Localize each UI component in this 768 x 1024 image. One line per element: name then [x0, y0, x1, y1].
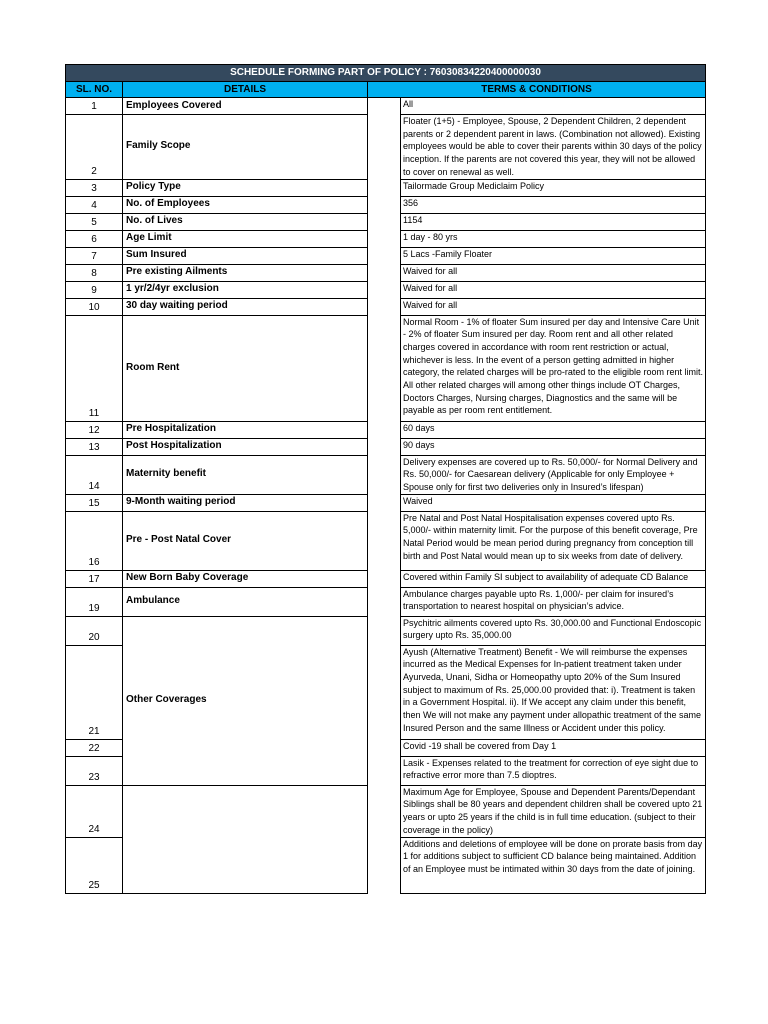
sl-no-cell: 17	[66, 570, 123, 587]
details-cell	[123, 785, 368, 893]
table-row	[66, 98, 706, 115]
details-cell: Age Limit	[123, 230, 368, 247]
sl-no-cell: 12	[66, 421, 123, 438]
details-cell: Other Coverages	[123, 616, 368, 785]
table-row	[66, 438, 706, 455]
table-row	[66, 455, 706, 494]
spacer-cell	[368, 785, 401, 837]
spacer-cell	[368, 494, 401, 511]
spacer-cell	[368, 98, 401, 115]
schedule-title: SCHEDULE FORMING PART OF POLICY : 76030834220400000030	[66, 65, 706, 82]
spacer-cell	[368, 196, 401, 213]
spacer-cell	[368, 213, 401, 230]
sl-no-cell: 9	[66, 281, 123, 298]
spacer-cell	[368, 179, 401, 196]
sl-no-cell: 21	[66, 645, 123, 739]
table-row	[66, 298, 706, 315]
sl-no-cell: 22	[66, 739, 123, 756]
details-cell: No. of Employees	[123, 196, 368, 213]
terms-cell: Delivery expenses are covered up to Rs. 50,000/- for Normal Delivery and Rs. 50,000/- for Caesarean delivery (Applicable for only Employee + Spouse only for first two deliveries only in Insured’s lifespan)	[401, 455, 706, 494]
details-cell: Sum Insured	[123, 247, 368, 264]
sl-no-cell: 4	[66, 196, 123, 213]
table-row	[66, 281, 706, 298]
sl-no-cell: 15	[66, 494, 123, 511]
table-row	[66, 494, 706, 511]
terms-cell: Lasik - Expenses related to the treatment for correction of eye sight due to refractive error more than 7.5 dioptres.	[401, 756, 706, 785]
header-row	[66, 82, 706, 98]
table-row	[66, 587, 706, 616]
table-row	[66, 785, 706, 837]
table-row	[66, 421, 706, 438]
spacer-cell	[368, 645, 401, 739]
terms-cell: 1 day - 80 yrs	[401, 230, 706, 247]
sl-no-cell: 8	[66, 264, 123, 281]
terms-cell: 356	[401, 196, 706, 213]
sl-no-cell: 10	[66, 298, 123, 315]
details-cell: 30 day waiting period	[123, 298, 368, 315]
spacer-cell	[368, 438, 401, 455]
spacer-cell	[368, 281, 401, 298]
terms-cell: Psychitric ailments covered upto Rs. 30,000.00 and Functional Endoscopic surgery upto Rs. 35,000.00	[401, 616, 706, 645]
terms-cell: Tailormade Group Mediclaim Policy	[401, 179, 706, 196]
sl-no-cell: 3	[66, 179, 123, 196]
terms-cell: Waived for all	[401, 298, 706, 315]
terms-cell: Maximum Age for Employee, Spouse and Dependent Parents/Dependant Siblings shall be 80 years and dependent children shall be covered upto 21 years or upto 25 years if the child is in full time education. (subject to their coverage in the policy)	[401, 785, 706, 837]
terms-cell: Floater (1+5) - Employee, Spouse, 2 Dependent Children, 2 dependent parents or 2 dependent parent in laws. (Combination not allowed). Existing employees would be able to cover their parents within 30 days of the policy inception. If the parents are not covered this year, they will not be allowed to cover on renewal as well.	[401, 115, 706, 180]
table-row	[66, 179, 706, 196]
details-header: DETAILS	[123, 82, 368, 98]
spacer-cell	[368, 421, 401, 438]
details-cell: No. of Lives	[123, 213, 368, 230]
spacer-cell	[368, 247, 401, 264]
terms-cell: Waived for all	[401, 281, 706, 298]
terms-cell: Additions and deletions of employee will be done on prorate basis from day 1 for additions subject to sufficient CD balance being maintained. Addition of an Employee must be intimated within 30 days from the date of joining.	[401, 837, 706, 893]
sl-no-cell: 20	[66, 616, 123, 645]
table-body	[66, 98, 706, 894]
policy-schedule-table	[65, 64, 706, 894]
table-row	[66, 196, 706, 213]
spacer-cell	[368, 115, 401, 180]
spacer-cell	[368, 511, 401, 570]
sl-no-cell: 25	[66, 837, 123, 893]
details-cell: 9-Month waiting period	[123, 494, 368, 511]
terms-cell: Ayush (Alternative Treatment) Benefit - We will reimburse the expenses incurred as the Medical Expenses for In-patient treatment taken under Ayurveda, Unani, Sidha or Homeopathy upto 20% of the Sum Insured subject to maximum of Rs. 25,000.00 provided that: i). Treatment is taken in a Government Hospital. ii). If We accept any claim under this benefit, then We will not make any payment under allopathic treatment of the same Insured Person and the same Illness or Accident under this policy.	[401, 645, 706, 739]
terms-header: TERMS & CONDITIONS	[368, 82, 706, 98]
spacer-cell	[368, 616, 401, 645]
details-cell: Pre Hospitalization	[123, 421, 368, 438]
sl-no-cell: 16	[66, 511, 123, 570]
sl-no-cell: 7	[66, 247, 123, 264]
details-cell: 1 yr/2/4yr exclusion	[123, 281, 368, 298]
table-row	[66, 247, 706, 264]
details-cell: Pre existing Ailments	[123, 264, 368, 281]
spacer-cell	[368, 230, 401, 247]
table-row	[66, 264, 706, 281]
details-cell: Employees Covered	[123, 98, 368, 115]
details-cell: New Born Baby Coverage	[123, 570, 368, 587]
terms-cell: Waived for all	[401, 264, 706, 281]
table-row	[66, 230, 706, 247]
sl-no-cell: 1	[66, 98, 123, 115]
sl-no-cell: 19	[66, 587, 123, 616]
sl-no-cell: 11	[66, 315, 123, 421]
table-row	[66, 315, 706, 421]
terms-cell: Ambulance charges payable upto Rs. 1,000/- per claim for insured’s transportation to nearest hospital on physician’s advice.	[401, 587, 706, 616]
spacer-cell	[368, 264, 401, 281]
terms-cell: 90 days	[401, 438, 706, 455]
terms-cell: Waived	[401, 494, 706, 511]
terms-cell: Normal Room - 1% of floater Sum insured per day and Intensive Care Unit - 2% of floater Sum insured per day. Room rent and all other related charges covered in accordance with room rent restriction or actual, whichever is less. In the event of a person getting admitted in higher category, the related charges will be pro-rated to the eligible room rent limit. All other related charges will among other things include OT Charges, Doctors Charges, Nursing charges, Diagnostics and the same will be payable as per room rent entitlement.	[401, 315, 706, 421]
details-cell: Family Scope	[123, 115, 368, 180]
terms-cell: Covid -19 shall be covered from Day 1	[401, 739, 706, 756]
table-row	[66, 570, 706, 587]
terms-cell: 60 days	[401, 421, 706, 438]
terms-cell: 1154	[401, 213, 706, 230]
table-row	[66, 213, 706, 230]
terms-cell: Covered within Family SI subject to availability of adequate CD Balance	[401, 570, 706, 587]
details-cell: Room Rent	[123, 315, 368, 421]
sl-no-cell: 24	[66, 785, 123, 837]
terms-cell: Pre Natal and Post Natal Hospitalisation expenses covered upto Rs. 5,000/- within maternity limit. For the purpose of this benefit coverage, Pre Natal Period would be mean period during pregnancy from conception till birth and Post Natal would mean up to six weeks from date of delivery.	[401, 511, 706, 570]
details-cell: Policy Type	[123, 179, 368, 196]
table-row	[66, 511, 706, 570]
table-row	[66, 115, 706, 180]
spacer-cell	[368, 739, 401, 756]
sl-no-header: SL. NO.	[66, 82, 123, 98]
details-cell: Maternity benefit	[123, 455, 368, 494]
sl-no-cell: 13	[66, 438, 123, 455]
sl-no-cell: 14	[66, 455, 123, 494]
sl-no-cell: 23	[66, 756, 123, 785]
title-row	[66, 65, 706, 82]
sl-no-cell: 5	[66, 213, 123, 230]
spacer-cell	[368, 837, 401, 893]
sl-no-cell: 6	[66, 230, 123, 247]
details-cell: Post Hospitalization	[123, 438, 368, 455]
spacer-cell	[368, 315, 401, 421]
spacer-cell	[368, 756, 401, 785]
spacer-cell	[368, 570, 401, 587]
spacer-cell	[368, 587, 401, 616]
details-cell: Ambulance	[123, 587, 368, 616]
spacer-cell	[368, 455, 401, 494]
spacer-cell	[368, 298, 401, 315]
table-row	[66, 616, 706, 645]
terms-cell: 5 Lacs -Family Floater	[401, 247, 706, 264]
details-cell: Pre - Post Natal Cover	[123, 511, 368, 570]
sl-no-cell: 2	[66, 115, 123, 180]
terms-cell: All	[401, 98, 706, 115]
